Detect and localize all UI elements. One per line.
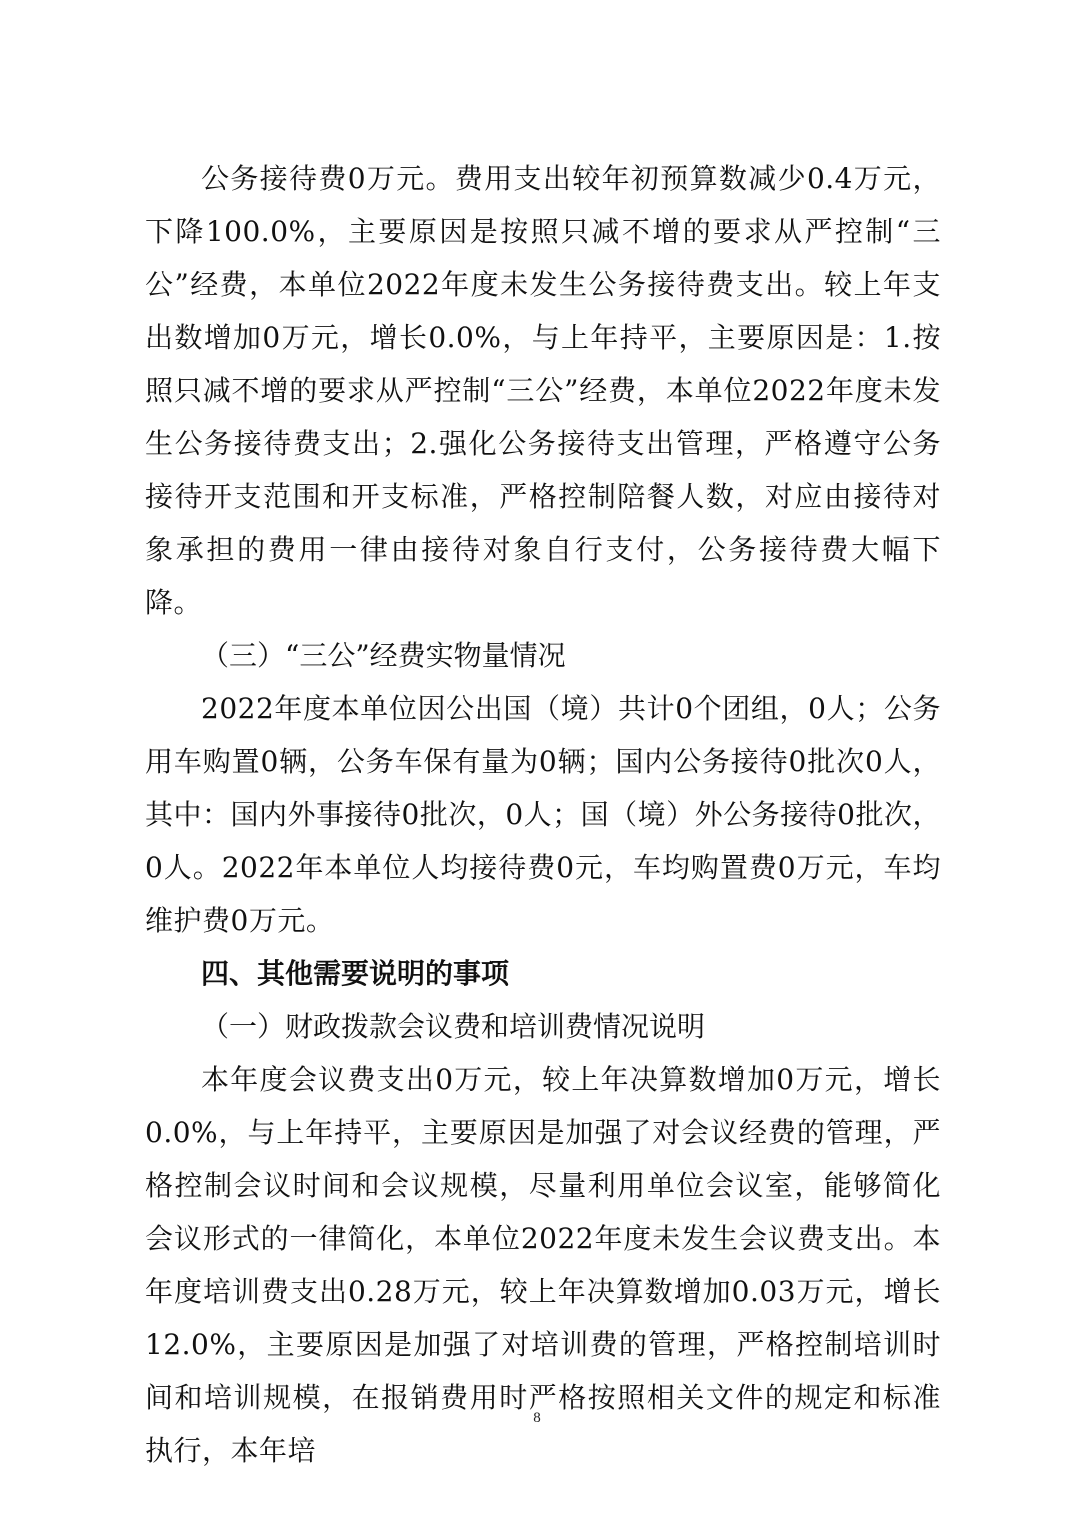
meeting-training-paragraph: 本年度会议费支出0万元，较上年决算数增加0万元，增长0.0%，与上年持平，主要原因是加强了对会议经费的管理，严格控制会议时间和会议规模，尽量利用单位会议室，能够简化会议形式的一律简化，本单位2022年度未发生会议费支出。本年度培训费支出0.28万元，较上年决算数增加0.03万元，增长12.0%，主要原因是加强了对培训费的管理，严格控制培训时间和培训规模，在报销费用时严格按照相关文件的规定和标准执行，本年培	[145, 1063, 941, 1467]
physical-quantity-paragraph: 2022年度本单位因公出国（境）共计0个团组，0人；公务用车购置0辆，公务车保有量为0辆；国内公务接待0批次0人，其中：国内外事接待0批次，0人；国（境）外公务接待0批次，0人。2022年本单位人均接待费0元，车均购置费0万元，车均维护费0万元。	[145, 692, 941, 937]
meeting-training-heading: （一）财政拨款会议费和培训费情况说明	[201, 1010, 706, 1043]
page-number: 8	[533, 1410, 541, 1426]
reception-expense-paragraph: 公务接待费0万元。费用支出较年初预算数减少0.4万元，下降100.0%，主要原因是按照只减不增的要求从严控制“三公”经费，本单位2022年度未发生公务接待费支出。较上年支出数增加0万元，增长0.0%，与上年持平，主要原因是：1.按照只减不增的要求从严控制“三公”经费，本单位2022年度未发生公务接待费支出；2.强化公务接待支出管理，严格遵守公务接待开支范围和开支标准，严格控制陪餐人数，对应由接待对象承担的费用一律由接待对象自行支付，公务接待费大幅下降。	[145, 162, 941, 619]
document-body	[145, 152, 941, 1477]
section-four-heading: 四、其他需要说明的事项	[201, 957, 510, 990]
physical-quantity-heading: （三）“三公”经费实物量情况	[201, 639, 566, 672]
